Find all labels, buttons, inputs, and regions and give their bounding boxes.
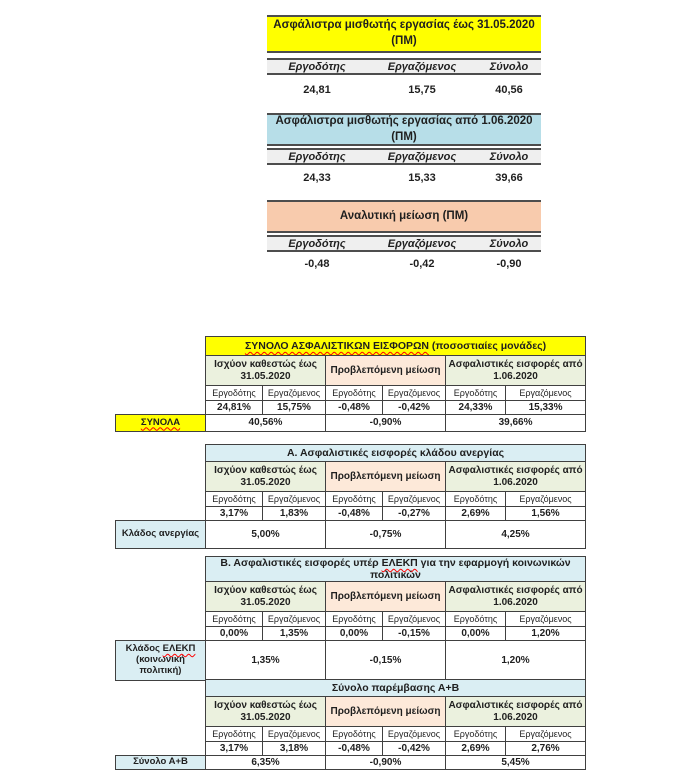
- col-header-cell: Εργαζόμενος: [383, 386, 446, 401]
- value-row: [267, 171, 541, 185]
- group-header-planned-reduction: Προβλεπόμενη μείωση: [326, 582, 446, 612]
- col-header-employer: Εργοδότης: [288, 237, 346, 250]
- value-employer: -0,48: [304, 258, 330, 270]
- spacer-cell: [116, 557, 206, 582]
- spacer-cell: [116, 462, 206, 492]
- spacer-cell: [116, 492, 206, 507]
- table-premiums-until-31-05-2020: [267, 15, 541, 97]
- col-header-cell: Εργοδότης: [446, 612, 506, 627]
- col-header-cell: Εργοδότης: [206, 492, 263, 507]
- value-cell: -0,48%: [326, 401, 383, 415]
- spacer-cell: [116, 507, 206, 521]
- value-cell: -0,27%: [383, 507, 446, 521]
- col-header-cell: Εργαζόμενος: [383, 612, 446, 627]
- table-title: Σύνολο παρέμβασης Α+Β: [206, 680, 586, 697]
- spacer-cell: [116, 680, 206, 697]
- table-total-contributions: [115, 336, 586, 432]
- spacer-cell: [116, 582, 206, 612]
- spellcheck-underlined-text: ΣΥΝΟΛΟ ΑΣΦΑΛΙΣΤΙΚΩΝ ΕΙΣΦΟΡΩΝ: [244, 339, 429, 352]
- col-header-cell: Εργοδότης: [206, 727, 263, 742]
- col-header-cell: Εργοδότης: [446, 727, 506, 742]
- group-header-new-contributions: Ασφαλιστικές εισφορές από 1.06.2020: [446, 356, 586, 386]
- spellcheck-underlined-text: ΕΛΕΚΠ: [381, 557, 418, 569]
- table-elekp-branch: [115, 556, 586, 681]
- col-header-total: Σύνολο: [489, 150, 529, 163]
- total-cell: -0,15%: [326, 641, 446, 681]
- col-header-cell: Εργοδότης: [326, 492, 383, 507]
- table-total-a-plus-b: [115, 679, 586, 770]
- group-header-current-regime: Ισχύον καθεστώς έως 31.05.2020: [206, 462, 326, 492]
- value-cell: 1,20%: [506, 627, 586, 641]
- col-header-cell: Εργοδότης: [326, 727, 383, 742]
- row-label-totals: [116, 415, 206, 432]
- value-total: -0,90: [496, 258, 522, 270]
- value-cell: 24,81%: [206, 401, 263, 415]
- value-cell: 1,56%: [506, 507, 586, 521]
- group-header-new-contributions: Ασφαλιστικές εισφορές από 1.06.2020: [446, 582, 586, 612]
- spacer-cell: [116, 697, 206, 727]
- value-cell: 2,69%: [446, 507, 506, 521]
- column-header-row: [267, 235, 541, 252]
- total-cell: -0,75%: [326, 521, 446, 549]
- group-header-current-regime: Ισχύον καθεστώς έως 31.05.2020: [206, 356, 326, 386]
- value-employer: 24,81: [303, 84, 331, 96]
- value-cell: -0,42%: [383, 742, 446, 756]
- col-header-cell: Εργοδότης: [206, 386, 263, 401]
- value-cell: 2,76%: [506, 742, 586, 756]
- spacer-cell: [116, 337, 206, 356]
- total-cell: 5,45%: [446, 756, 586, 770]
- col-header-cell: Εργαζόμενος: [506, 612, 586, 627]
- table-unemployment-branch: [115, 444, 586, 549]
- col-header-cell: Εργοδότης: [206, 612, 263, 627]
- table-title: ΣΥΝΟΛΟ ΑΣΦΑΛΙΣΤΙΚΩΝ ΕΙΣΦΟΡΩΝ (ποσοστιαίες μονάδες): [206, 337, 586, 356]
- row-label-total-a-plus-b: Σύνολο Α+Β: [116, 756, 206, 770]
- col-header-total: Σύνολο: [489, 237, 529, 250]
- col-header-cell: Εργοδότης: [446, 492, 506, 507]
- value-employer: 24,33: [303, 172, 331, 184]
- col-header-cell: Εργοδότης: [326, 386, 383, 401]
- value-employee: -0,42: [409, 258, 435, 270]
- spacer-cell: [116, 727, 206, 742]
- row-label-unemployment-branch: Κλάδος ανεργίας: [116, 521, 206, 549]
- value-cell: 3,18%: [263, 742, 326, 756]
- total-cell: 1,35%: [206, 641, 326, 681]
- value-cell: 24,33%: [446, 401, 506, 415]
- table-title: Β. Ασφαλιστικές εισφορές υπέρ ΕΛΕΚΠ για την εφαρμογή κοινωνικών πολιτικών: [206, 557, 586, 582]
- spacer-cell: [116, 356, 206, 386]
- col-header-cell: Εργαζόμενος: [263, 386, 326, 401]
- spellcheck-underlined-text: ΣΥΝΟΛΑ: [140, 416, 181, 428]
- value-row: [267, 83, 541, 97]
- value-cell: -0,48%: [326, 742, 383, 756]
- value-cell: -0,42%: [383, 401, 446, 415]
- total-cell: 39,66%: [446, 415, 586, 432]
- column-header-row: [267, 148, 541, 165]
- total-cell: 40,56%: [206, 415, 326, 432]
- row-label-elekp-branch: Κλάδος ΕΛΕΚΠ (κοινωνική πολιτική): [116, 641, 206, 681]
- group-header-new-contributions: Ασφαλιστικές εισφορές από 1.06.2020: [446, 697, 586, 727]
- group-header-new-contributions: Ασφαλιστικές εισφορές από 1.06.2020: [446, 462, 586, 492]
- table-title: Α. Ασφαλιστικές εισφορές κλάδου ανεργίας: [206, 445, 586, 462]
- col-header-cell: Εργαζόμενος: [506, 727, 586, 742]
- value-cell: 0,00%: [206, 627, 263, 641]
- value-cell: 15,75%: [263, 401, 326, 415]
- group-header-planned-reduction: Προβλεπόμενη μείωση: [326, 462, 446, 492]
- col-header-employee: Εργαζόμενος: [387, 237, 457, 250]
- value-cell: 2,69%: [446, 742, 506, 756]
- table-premiums-from-1-06-2020: [267, 113, 541, 185]
- column-header-row: [267, 58, 541, 75]
- col-header-cell: Εργαζόμενος: [506, 386, 586, 401]
- value-cell: -0,48%: [326, 507, 383, 521]
- total-cell: -0,90%: [326, 756, 446, 770]
- value-cell: 3,17%: [206, 507, 263, 521]
- value-cell: -0,15%: [383, 627, 446, 641]
- spacer-cell: [116, 612, 206, 627]
- col-header-cell: Εργαζόμενος: [263, 492, 326, 507]
- spacer-cell: [116, 742, 206, 756]
- col-header-total: Σύνολο: [489, 60, 529, 73]
- table-analytical-reduction: [267, 200, 541, 271]
- col-header-employee: Εργαζόμενος: [387, 60, 457, 73]
- col-header-cell: Εργαζόμενος: [263, 612, 326, 627]
- total-cell: 5,00%: [206, 521, 326, 549]
- col-header-employee: Εργαζόμενος: [387, 150, 457, 163]
- spellcheck-underlined-text: ΕΛΕΚΠ: [162, 643, 196, 655]
- value-cell: 3,17%: [206, 742, 263, 756]
- value-cell: 1,83%: [263, 507, 326, 521]
- table-title: Αναλυτική μείωση (ΠΜ): [267, 200, 541, 233]
- col-header-cell: Εργαζόμενος: [383, 727, 446, 742]
- value-employee: 15,33: [408, 172, 436, 184]
- table-title: Ασφάλιστρα μισθωτής εργασίας έως 31.05.2020 (ΠΜ): [267, 15, 541, 53]
- col-header-employer: Εργοδότης: [288, 150, 346, 163]
- spacer-cell: [116, 627, 206, 641]
- total-cell: 4,25%: [446, 521, 586, 549]
- group-header-current-regime: Ισχύον καθεστώς έως 31.05.2020: [206, 697, 326, 727]
- spacer-cell: [116, 445, 206, 462]
- col-header-cell: Εργαζόμενος: [383, 492, 446, 507]
- group-header-planned-reduction: Προβλεπόμενη μείωση: [326, 356, 446, 386]
- col-header-cell: Εργαζόμενος: [263, 727, 326, 742]
- value-total: 39,66: [495, 172, 523, 184]
- col-header-cell: Εργαζόμενος: [506, 492, 586, 507]
- total-cell: 6,35%: [206, 756, 326, 770]
- group-header-current-regime: Ισχύον καθεστώς έως 31.05.2020: [206, 582, 326, 612]
- value-cell: 0,00%: [446, 627, 506, 641]
- value-cell: 1,35%: [263, 627, 326, 641]
- value-total: 40,56: [495, 84, 523, 96]
- spacer-cell: [116, 386, 206, 401]
- value-cell: 0,00%: [326, 627, 383, 641]
- col-header-employer: Εργοδότης: [288, 60, 346, 73]
- col-header-cell: Εργοδότης: [446, 386, 506, 401]
- col-header-cell: Εργοδότης: [326, 612, 383, 627]
- spacer-cell: [116, 401, 206, 415]
- value-cell: 15,33%: [506, 401, 586, 415]
- group-header-planned-reduction: Προβλεπόμενη μείωση: [326, 697, 446, 727]
- value-employee: 15,75: [408, 84, 436, 96]
- value-row: [267, 257, 541, 271]
- total-cell: 1,20%: [446, 641, 586, 681]
- table-title: Ασφάλιστρα μισθωτής εργασίας από 1.06.2020 (ΠΜ): [267, 113, 541, 146]
- total-cell: -0,90%: [326, 415, 446, 432]
